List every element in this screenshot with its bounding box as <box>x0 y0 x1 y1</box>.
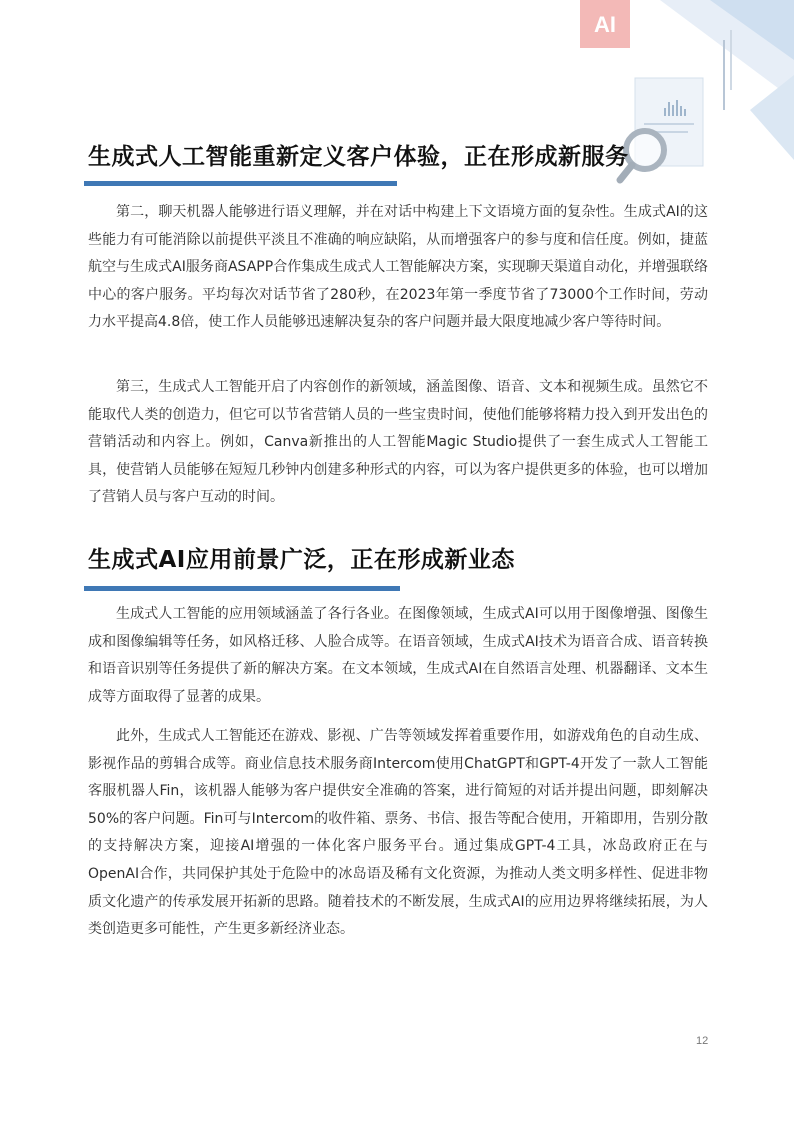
decorative-stripe <box>750 75 794 160</box>
section-title-underline <box>84 181 397 186</box>
chart-bar-icon <box>668 102 670 116</box>
chart-bar-icon <box>664 108 666 116</box>
body-paragraph: 第三，生成式人工智能开启了内容创作的新领域，涵盖图像、语音、文本和视频生成。虽然它不能取代人类的创造力，但它可以节省营销人员的一些宝贵时间，使他们能够将精力投入到开发出色的营销活动和内容上。例如，Canva新推出的人工智能Magic Studio提供了一套生成式人工智能工具，使营销人员能够在短短几秒钟内创建多种形式的内容，可以为客户提供更多的体验，也可以增加了营销人员与客户互动的时间。 <box>88 379 708 506</box>
section-title: 生成式人工智能重新定义客户体验，正在形成新服务 <box>88 144 629 170</box>
section-title: 生成式AI应用前景广泛，正在形成新业态 <box>88 547 515 573</box>
body-paragraph: 生成式人工智能的应用领域涵盖了各行各业。在图像领域，生成式AI可以用于图像增强、图像生成和图像编辑等任务，如风格迁移、人脸合成等。在语音领域，生成式AI技术为语音合成、语音转换和语音识别等任务提供了新的解决方案。在文本领域，生成式AI在自然语言处理、机器翻译、文本生成等方面取得了显著的成果。 <box>88 606 708 705</box>
chart-bar-icon <box>672 105 674 116</box>
body-paragraph: 第二，聊天机器人能够进行语义理解，并在对话中构建上下文语境方面的复杂性。生成式AI的这些能力有可能消除以前提供平淡且不准确的响应缺陷，从而增强客户的参与度和信任度。例如，捷蓝航空与生成式AI服务商ASAPP合作集成生成式人工智能解决方案，实现聊天渠道自动化，并增强联络中心的客户服务。平均每次对话节省了280秒，在2023年第一季度节省了73000个工作时间，劳动力水平提高4.8倍，使工作人员能够迅速解决复杂的客户问题并最大限度地减少客户等待时间。 <box>88 204 708 331</box>
chart-bar-icon <box>680 106 682 116</box>
decorative-line <box>723 40 725 110</box>
body-paragraph: 此外，生成式人工智能还在游戏、影视、广告等领域发挥着重要作用，如游戏角色的自动生成、影视作品的剪辑合成等。商业信息技术服务商Intercom使用ChatGPT和GPT-4开发了一款人工智能客服机器人Fin，该机器人能够为客户提供安全准确的答案，进行简短的对话并提出问题，即刻解决50%的客户问题。Fin可与Intercom的收件箱、票务、书信、报告等配合使用，开箱即用，告别分散的支持解决方案，迎接AI增强的一体化客户服务平台。通过集成GPT-4工具，冰岛政府正在与OpenAI合作，共同保护其处于危险中的冰岛语及稀有文化资源，为推动人类文明多样性、促进非物质文化遗产的传承发展开拓新的思路。随着技术的不断发展，生成式AI的应用边界将继续拓展，为人类创造更多可能性，产生更多新经济业态。 <box>88 728 708 938</box>
chart-bar-icon <box>684 109 686 116</box>
chart-bar-icon <box>676 100 678 116</box>
section-title-underline <box>84 586 400 591</box>
decorative-line <box>730 30 732 90</box>
ai-badge-text: AI <box>594 12 616 37</box>
page-number: 12 <box>696 1035 709 1047</box>
